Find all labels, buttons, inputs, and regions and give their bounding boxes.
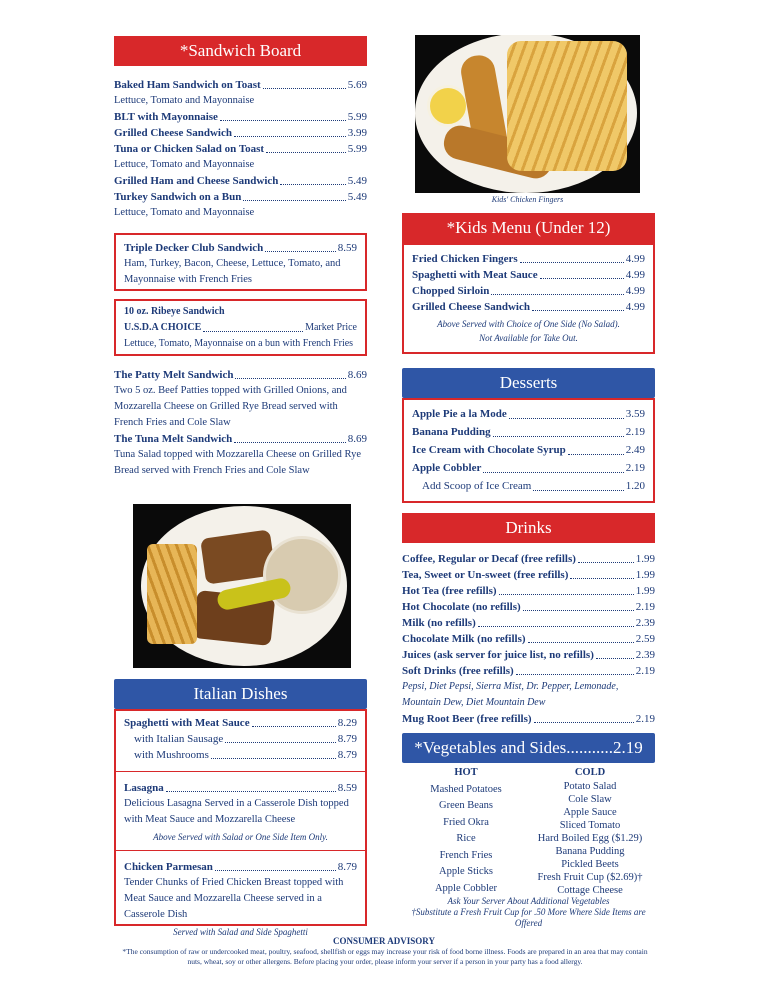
menu-item: Chicken Parmesan 8.79 xyxy=(124,861,357,873)
photo-caption: Kids' Chicken Fingers xyxy=(491,195,564,204)
kids-menu-box xyxy=(402,243,655,354)
menu-item: Tuna or Chicken Salad on Toast 5.99 xyxy=(114,143,367,155)
menu-item: Ice Cream with Chocolate Syrup 2.49 xyxy=(412,444,645,456)
melt-list xyxy=(114,367,367,479)
menu-item: Lasagna 8.59 xyxy=(124,782,357,794)
menu-item: Baked Ham Sandwich on Toast 5.69 xyxy=(114,79,367,91)
desserts-box xyxy=(402,398,655,503)
substitution-note: †Substitute a Fresh Fruit Cup for .50 More Where Side Items are Offered xyxy=(411,907,646,928)
item-description: Two 5 oz. Beef Patties topped with Grilled Onions, and Mozzarella Cheese on Grilled Rye Bread served with French Fries and Cole Slaw xyxy=(114,385,347,428)
menu-item: Fried Chicken Fingers 4.99 xyxy=(412,253,645,265)
menu-item: Turkey Sandwich on a Bun 5.49 xyxy=(114,191,367,203)
vegetables-header: *Vegetables and Sides...........2.19 xyxy=(402,733,655,763)
advisory-title: CONSUMER ADVISORY xyxy=(333,936,435,946)
item-description: Tender Chunks of Fried Chicken Breast topped with Meat Sauce and Mozzarella Cheese served in a Casserole Dish xyxy=(124,877,344,920)
side-item: French Fries xyxy=(439,849,493,861)
hot-heading: HOT xyxy=(454,767,478,778)
menu-item: Chocolate Milk (no refills) 2.59 xyxy=(402,633,655,645)
menu-item: Coffee, Regular or Decaf (free refills) 1.99 xyxy=(402,553,655,565)
side-item: Potato Salad xyxy=(563,781,617,792)
menu-item: The Tuna Melt Sandwich 8.69 xyxy=(114,433,367,445)
menu-item: The Patty Melt Sandwich 8.69 xyxy=(114,369,367,381)
menu-item: Chopped Sirloin 4.99 xyxy=(412,285,645,297)
side-item: Cole Slaw xyxy=(568,794,612,805)
side-item: Green Beans xyxy=(439,800,493,811)
item-description: Ham, Turkey, Bacon, Cheese, Lettuce, Tomato, and Mayonnaise with French Fries xyxy=(124,258,341,285)
menu-item: Spaghetti with Meat Sauce 8.29 xyxy=(124,717,357,729)
menu-item: Tea, Sweet or Un-sweet (free refills) 1.99 xyxy=(402,569,655,581)
menu-item: Hot Tea (free refills) 1.99 xyxy=(402,585,655,597)
menu-item: Grilled Cheese Sandwich 4.99 xyxy=(412,301,645,313)
side-item: Fried Okra xyxy=(443,816,489,828)
item-description: Lettuce, Tomato and Mayonnaise xyxy=(114,95,255,106)
item-description: Tuna Salad topped with Mozzarella Cheese on Grilled Rye Bread served with French Fries and Cole Slaw xyxy=(114,449,362,476)
side-item: Banana Pudding xyxy=(555,846,625,857)
drinks-header: Drinks xyxy=(402,513,655,543)
menu-subitem: with Italian Sausage 8.79 xyxy=(134,733,357,745)
side-item: Apple Cobbler xyxy=(434,882,498,894)
menu-item: Spaghetti with Meat Sauce 4.99 xyxy=(412,269,645,281)
sandwich-board-header: *Sandwich Board xyxy=(114,36,367,66)
menu-item: U.S.D.A CHOICE Market Price xyxy=(124,322,357,333)
kids-menu-header: *Kids Menu (Under 12) xyxy=(402,213,655,243)
menu-item: Apple Cobbler 2.19 xyxy=(412,462,645,474)
menu-item: Apple Pie a la Mode 3.59 xyxy=(412,408,645,420)
food-photo-melt xyxy=(133,504,351,668)
drinks-list xyxy=(402,551,655,727)
item-description: Lettuce, Tomato, Mayonnaise on a bun with French Fries xyxy=(124,338,354,349)
advisory-text: *The consumption of raw or undercooked meat, poultry, seafood, shellfish or eggs may increase your risk of food borne illness. Foods are prepared in an area that may contain nuts, wheat, soy or other allergens. Before placing your order, please inform your server if a person in your party has a food allergy. xyxy=(122,947,648,966)
sandwich-list xyxy=(114,77,367,221)
item-name: 10 oz. Ribeye Sandwich xyxy=(124,306,225,317)
item-description: Lettuce, Tomato and Mayonnaise xyxy=(114,159,255,170)
side-item: Fresh Fruit Cup ($2.69)† xyxy=(537,872,643,883)
side-item: Apple Sticks xyxy=(439,866,493,877)
side-item: Mashed Potatoes xyxy=(430,783,502,795)
serving-note: Not Available for Take Out. xyxy=(479,333,578,343)
menu-item: Grilled Ham and Cheese Sandwich 5.49 xyxy=(114,175,367,187)
vegetables-note: Ask Your Server About Additional Vegetables xyxy=(447,896,610,906)
side-item: Cottage Cheese xyxy=(557,885,623,896)
serving-note: Above Served with Choice of One Side (No Salad). xyxy=(437,319,620,329)
soft-drinks-list: Pepsi, Diet Pepsi, Sierra Mist, Dr. Pepper, Lemonade, Mountain Dew, Diet Mountain Dew xyxy=(402,681,619,708)
menu-item: Milk (no refills) 2.39 xyxy=(402,617,655,629)
item-description: Lettuce, Tomato and Mayonnaise xyxy=(114,207,255,218)
menu-item: Juices (ask server for juice list, no refills) 2.39 xyxy=(402,649,655,661)
menu-item: Banana Pudding 2.19 xyxy=(412,426,645,438)
menu-item: Mug Root Beer (free refills) 2.19 xyxy=(402,713,655,725)
menu-item: Soft Drinks (free refills) 2.19 xyxy=(402,665,655,677)
serving-note: Served with Salad and Side Spaghetti xyxy=(173,927,308,937)
cold-sides-column xyxy=(530,765,650,897)
ribeye-box xyxy=(114,299,367,356)
menu-item: Hot Chocolate (no refills) 2.19 xyxy=(402,601,655,613)
side-item: Hard Boiled Egg ($1.29) xyxy=(537,833,643,844)
club-sandwich-box xyxy=(114,233,367,291)
desserts-header: Desserts xyxy=(402,368,655,398)
serving-note: Above Served with Salad or One Side Item Only. xyxy=(153,832,328,842)
cold-heading: COLD xyxy=(574,767,606,778)
item-description: Delicious Lasagna Served in a Casserole Dish topped with Meat Sauce and Mozzarella Cheese xyxy=(124,798,349,825)
side-item: Rice xyxy=(456,833,476,844)
side-item: Sliced Tomato xyxy=(559,820,621,831)
menu-item: Triple Decker Club Sandwich 8.59 xyxy=(124,242,357,254)
side-item: Apple Sauce xyxy=(563,807,617,818)
food-photo-chicken-fingers xyxy=(415,35,640,193)
menu-item: Grilled Cheese Sandwich 3.99 xyxy=(114,127,367,139)
italian-box xyxy=(114,709,367,937)
side-item: Pickled Beets xyxy=(561,859,619,870)
menu-subitem: Add Scoop of Ice Cream 1.20 xyxy=(422,480,645,492)
menu-subitem: with Mushrooms 8.79 xyxy=(134,749,357,761)
italian-dishes-header: Italian Dishes xyxy=(114,679,367,709)
hot-sides-column xyxy=(410,765,522,897)
menu-item: BLT with Mayonnaise 5.99 xyxy=(114,111,367,123)
